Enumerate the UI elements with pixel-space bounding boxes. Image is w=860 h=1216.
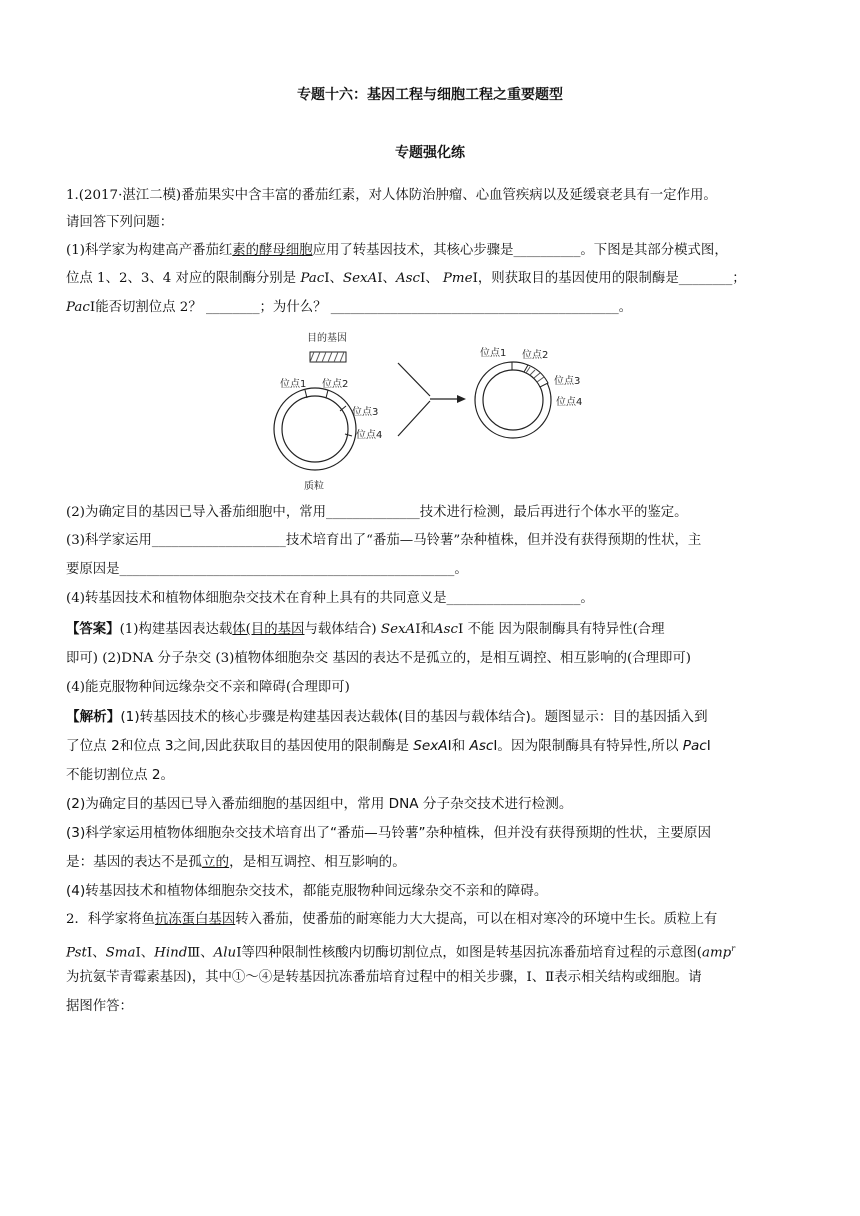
q1-stem-line2: 请回答下列问题： <box>66 215 174 230</box>
plasmid-outer-ring <box>274 388 356 470</box>
analysis-label: 【解析】 <box>66 709 121 725</box>
page-title: 专题十六：基因工程与细胞工程之重要题型 <box>297 87 563 103</box>
recombinant-site4-label: 位点4 <box>556 397 583 408</box>
q1-part1-line1: (1)科学家为构建高产番茄红素的酵母细胞应用了转基因技术，其核心步骤是__________。下图是其部分模式图， <box>66 243 728 258</box>
site3-label: 位点3 <box>352 407 379 418</box>
site4-label: 位点4 <box>356 430 383 441</box>
analysis-line3: 不能切割位点 2。 <box>66 767 175 783</box>
analysis-line6: 是：基因的表达不是孤立的，是相互调控、相互影响的。 <box>66 854 406 870</box>
plasmid-figure <box>260 326 600 496</box>
analysis-line2: 了位点 2和位点 3之间,因此获取目的基因使用的限制酶是 SexAⅠ和 AscⅠ。因为限制酶具有特异性,所以 PacⅠ <box>66 738 711 754</box>
q1-part1-line3: PacⅠ能否切割位点 2？ ________；为什么？ ___________________________________________。 <box>66 300 633 315</box>
recombinant-site1-label: 位点1 <box>480 348 507 359</box>
answer-label: 【答案】 <box>66 621 120 637</box>
target-gene-label: 目的基因 <box>307 333 347 344</box>
plasmid-inner-ring <box>282 396 348 462</box>
site2-label: 位点2 <box>322 379 349 390</box>
page-subtitle: 专题强化练 <box>395 145 465 161</box>
site1-label: 位点1 <box>280 379 307 390</box>
recombinant-site3-label: 位点3 <box>554 376 581 387</box>
answer-line3: (4)能克服物种间远缘杂交不亲和障碍(合理即可) <box>66 680 350 695</box>
q1-part4: (4)转基因技术和植物体细胞杂交技术在育种上具有的共同意义是____________________。 <box>66 591 594 606</box>
answer-line1: 【答案】(1)构建基因表达载体(目的基因与载体结合) SexAⅠ和AscⅠ 不能 因为限制酶具有特异性(合理 <box>66 621 665 637</box>
recombinant-site2-label: 位点2 <box>522 350 549 361</box>
analysis-line1: 【解析】(1)转基因技术的核心步骤是构建基因表达载体(目的基因与载体结合)。题图显示：目的基因插入到 <box>66 709 708 725</box>
analysis-line7: (4)转基因技术和植物体细胞杂交技术，都能克服物种间远缘杂交不亲和的障碍。 <box>66 883 548 899</box>
q1-part3-line2: 要原因是__________________________________________________。 <box>66 562 468 577</box>
q1-stem-line1: 1.(2017·湛江二模)番茄果实中含丰富的番茄红素，对人体防治肿瘤、心血管疾病以及延缓衰老具有一定作用。 <box>66 188 717 203</box>
q2-line3: 为抗氨苄青霉素基因)，其中①～④是转基因抗冻番茄培育过程中的相关步骤，Ⅰ、Ⅱ表示相关结构或细胞。请 <box>66 970 702 985</box>
analysis-line5: (3)科学家运用植物体细胞杂交技术培育出了“番茄—马铃薯”杂种植株，但并没有获得预期的性状，主要原因 <box>66 825 712 841</box>
arrow-head <box>457 395 466 403</box>
q2-line2: PstⅠ、SmaⅠ、HindⅢ、AluⅠ等四种限制性核酸内切酶切割位点，如图是转基因抗冻番茄培育过程的示意图(amp$^r$ <box>66 944 736 961</box>
q1-part1-line2: 位点 1、2、3、4 对应的限制酶分别是 PacⅠ、SexAⅠ、AscⅠ、 PmeⅠ，则获取目的基因使用的限制酶是________； <box>66 271 746 286</box>
answer-line2: 即可) (2)DNA 分子杂交 (3)植物体细胞杂交 基因的表达不是孤立的，是相互调控、相互影响的(合理即可) <box>66 651 691 666</box>
q1-part2: (2)为确定目的基因已导入番茄细胞中，常用______________技术进行检测，最后再进行个体水平的鉴定。 <box>66 505 688 520</box>
plasmid-label: 质粒 <box>304 481 324 492</box>
q1-part3-line1: (3)科学家运用____________________技术培育出了“番茄—马铃薯”杂种植株，但并没有获得预期的性状，主 <box>66 533 702 548</box>
analysis-line4: (2)为确定目的基因已导入番茄细胞的基因组中，常用 DNA 分子杂交技术进行检测。 <box>66 796 573 812</box>
q2-line1: 2．科学家将鱼抗冻蛋白基因转入番茄，使番茄的耐寒能力大大提高，可以在相对寒冷的环境中生长。质粒上有 <box>66 912 718 927</box>
q2-line4: 据图作答： <box>66 999 133 1014</box>
